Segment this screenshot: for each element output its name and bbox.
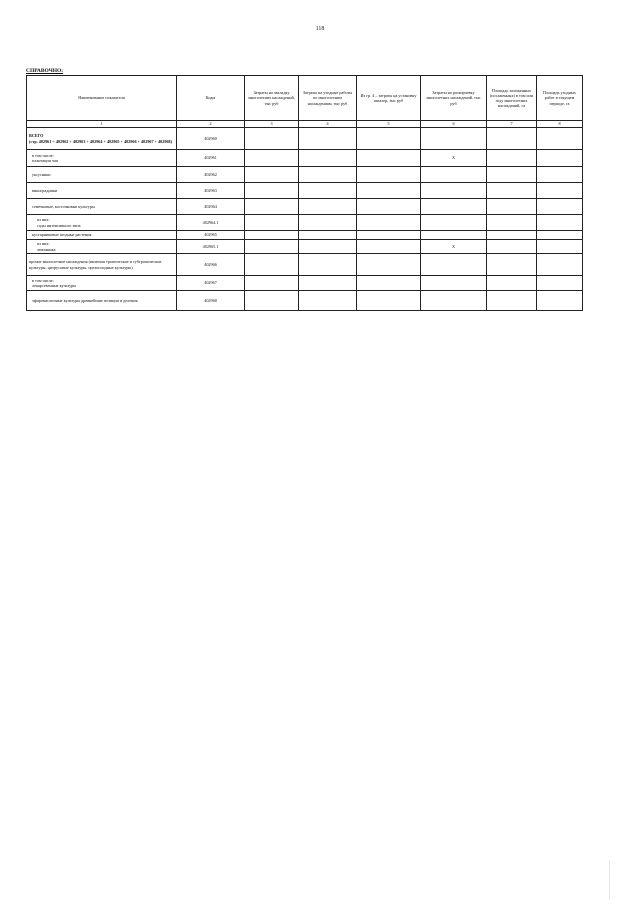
report-table [26, 75, 583, 311]
row-label-main: из них: [37, 217, 50, 223]
table-row [27, 128, 583, 150]
row-col6: X [421, 150, 487, 167]
row-label-sub: (стр. 402961 + 402962 + 402963 + 402964 + 402965 + 402966 + 402967 + 402968) [29, 138, 173, 144]
table-row [27, 276, 583, 291]
row-label [27, 199, 177, 215]
column-number: 4 [299, 121, 357, 128]
row-col6 [421, 231, 487, 240]
row-label [27, 291, 177, 311]
column-number: 1 [27, 121, 177, 128]
column-number: 7 [487, 121, 537, 128]
row-label [27, 215, 177, 231]
table-row [27, 254, 583, 276]
row-col6 [421, 276, 487, 291]
row-col6 [421, 167, 487, 183]
table-row [27, 231, 583, 240]
section-title: СПРАВОЧНО: [26, 68, 64, 74]
scan-artifact-line [609, 860, 610, 900]
row-col6 [421, 215, 487, 231]
row-label [27, 240, 177, 254]
row-label-main: прочие многолетние насаждения (включая тропические и субтропические культуры, цитрусовые культуры, орехоплодные культуры) [29, 259, 162, 270]
row-col6 [421, 128, 487, 150]
header-col7: Площадь заложенных (посаженных) в том или году многолетних насаждений, га [487, 76, 537, 121]
row-label [27, 276, 177, 291]
row-col6 [421, 254, 487, 276]
column-number: 3 [245, 121, 299, 128]
table-row [27, 199, 583, 215]
row-label-main: семечковые, косточковые культуры [32, 203, 95, 209]
column-number: 5 [357, 121, 421, 128]
row-code: 402963 [177, 183, 245, 199]
row-col6: X [421, 240, 487, 254]
header-col3: Затраты на закладку многолетних насаждений, тыс руб [245, 76, 299, 121]
page-number: 118 [315, 26, 325, 32]
row-col6 [421, 183, 487, 199]
row-label [27, 128, 177, 150]
row-code: 402964 [177, 199, 245, 215]
row-col6 [421, 291, 487, 311]
table-row [27, 215, 583, 231]
row-label-sub: земляника [37, 246, 56, 252]
column-number: 2 [177, 121, 245, 128]
row-label-main: в том числе: [32, 152, 54, 158]
header-row [27, 76, 583, 121]
row-label [27, 167, 177, 183]
row-code: 402967 [177, 276, 245, 291]
row-label [27, 254, 177, 276]
header-code: Коды [177, 76, 245, 121]
header-col4: Затраты на уходные работы по многолетним насаждениям, тыс руб [299, 76, 357, 121]
table-row [27, 291, 583, 311]
header-col5: Из гр. 4 – затраты на установку шпалер, тыс руб [357, 76, 421, 121]
row-col6 [421, 199, 487, 215]
row-code: 402966 [177, 254, 245, 276]
column-number: 8 [537, 121, 583, 128]
row-code: 402962 [177, 167, 245, 183]
header-name: Наименование показателя [27, 76, 177, 121]
row-label-main: эфиромасличные культуры древнейшие позиции и деления [32, 297, 138, 303]
row-code: 402965.1 [177, 240, 245, 254]
row-label-sub: плантации чая [32, 158, 58, 163]
row-code: 402964.1 [177, 215, 245, 231]
table-row [27, 183, 583, 199]
row-label [27, 183, 177, 199]
row-code: 402965 [177, 231, 245, 240]
row-code: 402961 [177, 150, 245, 167]
table-row [27, 150, 583, 167]
row-label-main: кустарниковые ягодные растения [32, 232, 92, 238]
column-number-row [27, 121, 583, 128]
table-row [27, 240, 583, 254]
row-label [27, 231, 177, 240]
row-label-main: уксусники [32, 171, 51, 177]
row-label-sub: лекарственные культуры [32, 283, 77, 288]
header-col6: Затраты на раскорчевку многолетних насаждений, тыс руб [421, 76, 487, 121]
row-code: 402960 [177, 128, 245, 150]
row-label-main: в том числе: [32, 277, 54, 283]
table-row [27, 167, 583, 183]
row-label-main: виноградники [32, 187, 58, 193]
row-code: 402968 [177, 291, 245, 311]
row-label-main: из них: [37, 241, 50, 247]
column-number: 6 [421, 121, 487, 128]
row-label [27, 150, 177, 167]
row-label-main: ВСЕГО [29, 133, 44, 139]
header-col8: Площадь уходных работ в текущем периоде, га [537, 76, 583, 121]
row-label-sub: сады интенсивного типа [37, 222, 81, 228]
